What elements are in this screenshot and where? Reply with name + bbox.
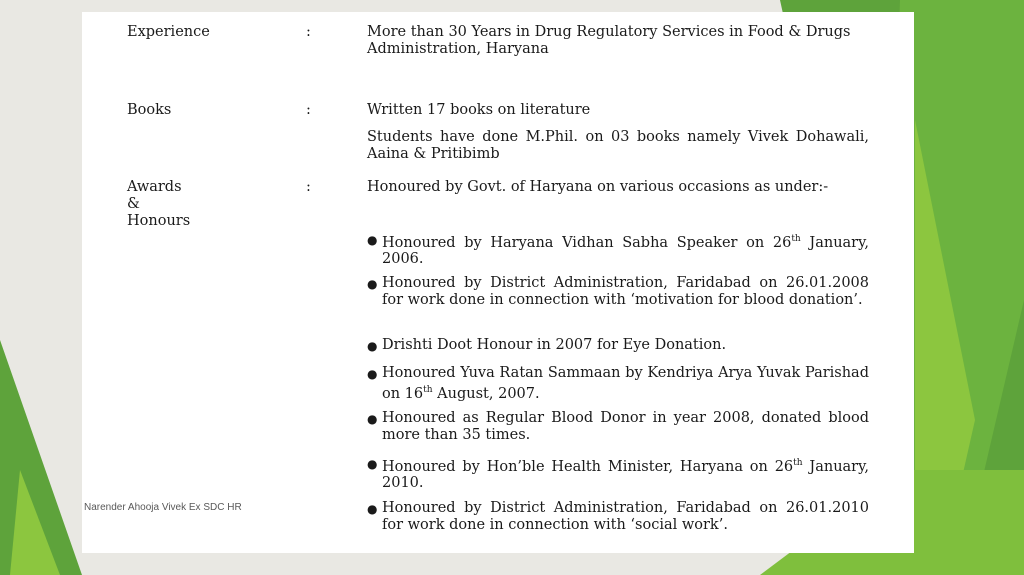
award-item: Honoured by District Administration, Faridabad on 26.01.2010 for work done in connection with ‘social work’. xyxy=(382,500,869,533)
bullet-icon: ● xyxy=(367,277,378,291)
award-item: Honoured Yuva Ratan Sammaan by Kendriya Arya Yuvak Parishad on 16th August, 2007. xyxy=(382,365,869,402)
award-item: Honoured as Regular Blood Donor in year 2008, donated blood more than 35 times. xyxy=(382,410,869,443)
bullet-icon: ● xyxy=(367,233,378,247)
bullet-icon: ● xyxy=(367,502,378,516)
awards-label-1: Awards xyxy=(127,179,182,195)
bullet-icon: ● xyxy=(367,339,378,353)
experience-label: Experience xyxy=(127,24,210,40)
books-mphil: Students have done M.Phil. on 03 books namely Vivek Dohawali, Aaina & Pritibimb xyxy=(367,129,869,162)
slide-footer: Narender Ahooja Vivek Ex SDC HR xyxy=(84,502,242,513)
document-page xyxy=(82,12,914,553)
award-item: Honoured by Haryana Vidhan Sabha Speaker on 26th January, 2006. xyxy=(382,234,869,268)
award-item: Honoured by District Administration, Faridabad on 26.01.2008 for work done in connection with ‘motivation for blood donation’. xyxy=(382,275,869,308)
bullet-icon: ● xyxy=(367,412,378,426)
books-written: Written 17 books on literature xyxy=(367,102,591,118)
experience-colon: : xyxy=(306,24,311,40)
books-label: Books xyxy=(127,102,172,118)
awards-label-2: & xyxy=(127,196,140,212)
award-item: Drishti Doot Honour in 2007 for Eye Donation. xyxy=(382,337,727,353)
awards-colon: : xyxy=(306,179,311,195)
bullet-icon: ● xyxy=(367,457,378,471)
award-item: Honoured by Hon’ble Health Minister, Haryana on 26th January, 2010. xyxy=(382,458,869,492)
books-colon: : xyxy=(306,102,311,118)
awards-label-3: Honours xyxy=(127,213,191,229)
awards-intro: Honoured by Govt. of Haryana on various occasions as under:- xyxy=(367,179,829,195)
experience-value: More than 30 Years in Drug Regulatory Services in Food & Drugs Administration, Haryana xyxy=(367,24,851,57)
bullet-icon: ● xyxy=(367,367,378,381)
